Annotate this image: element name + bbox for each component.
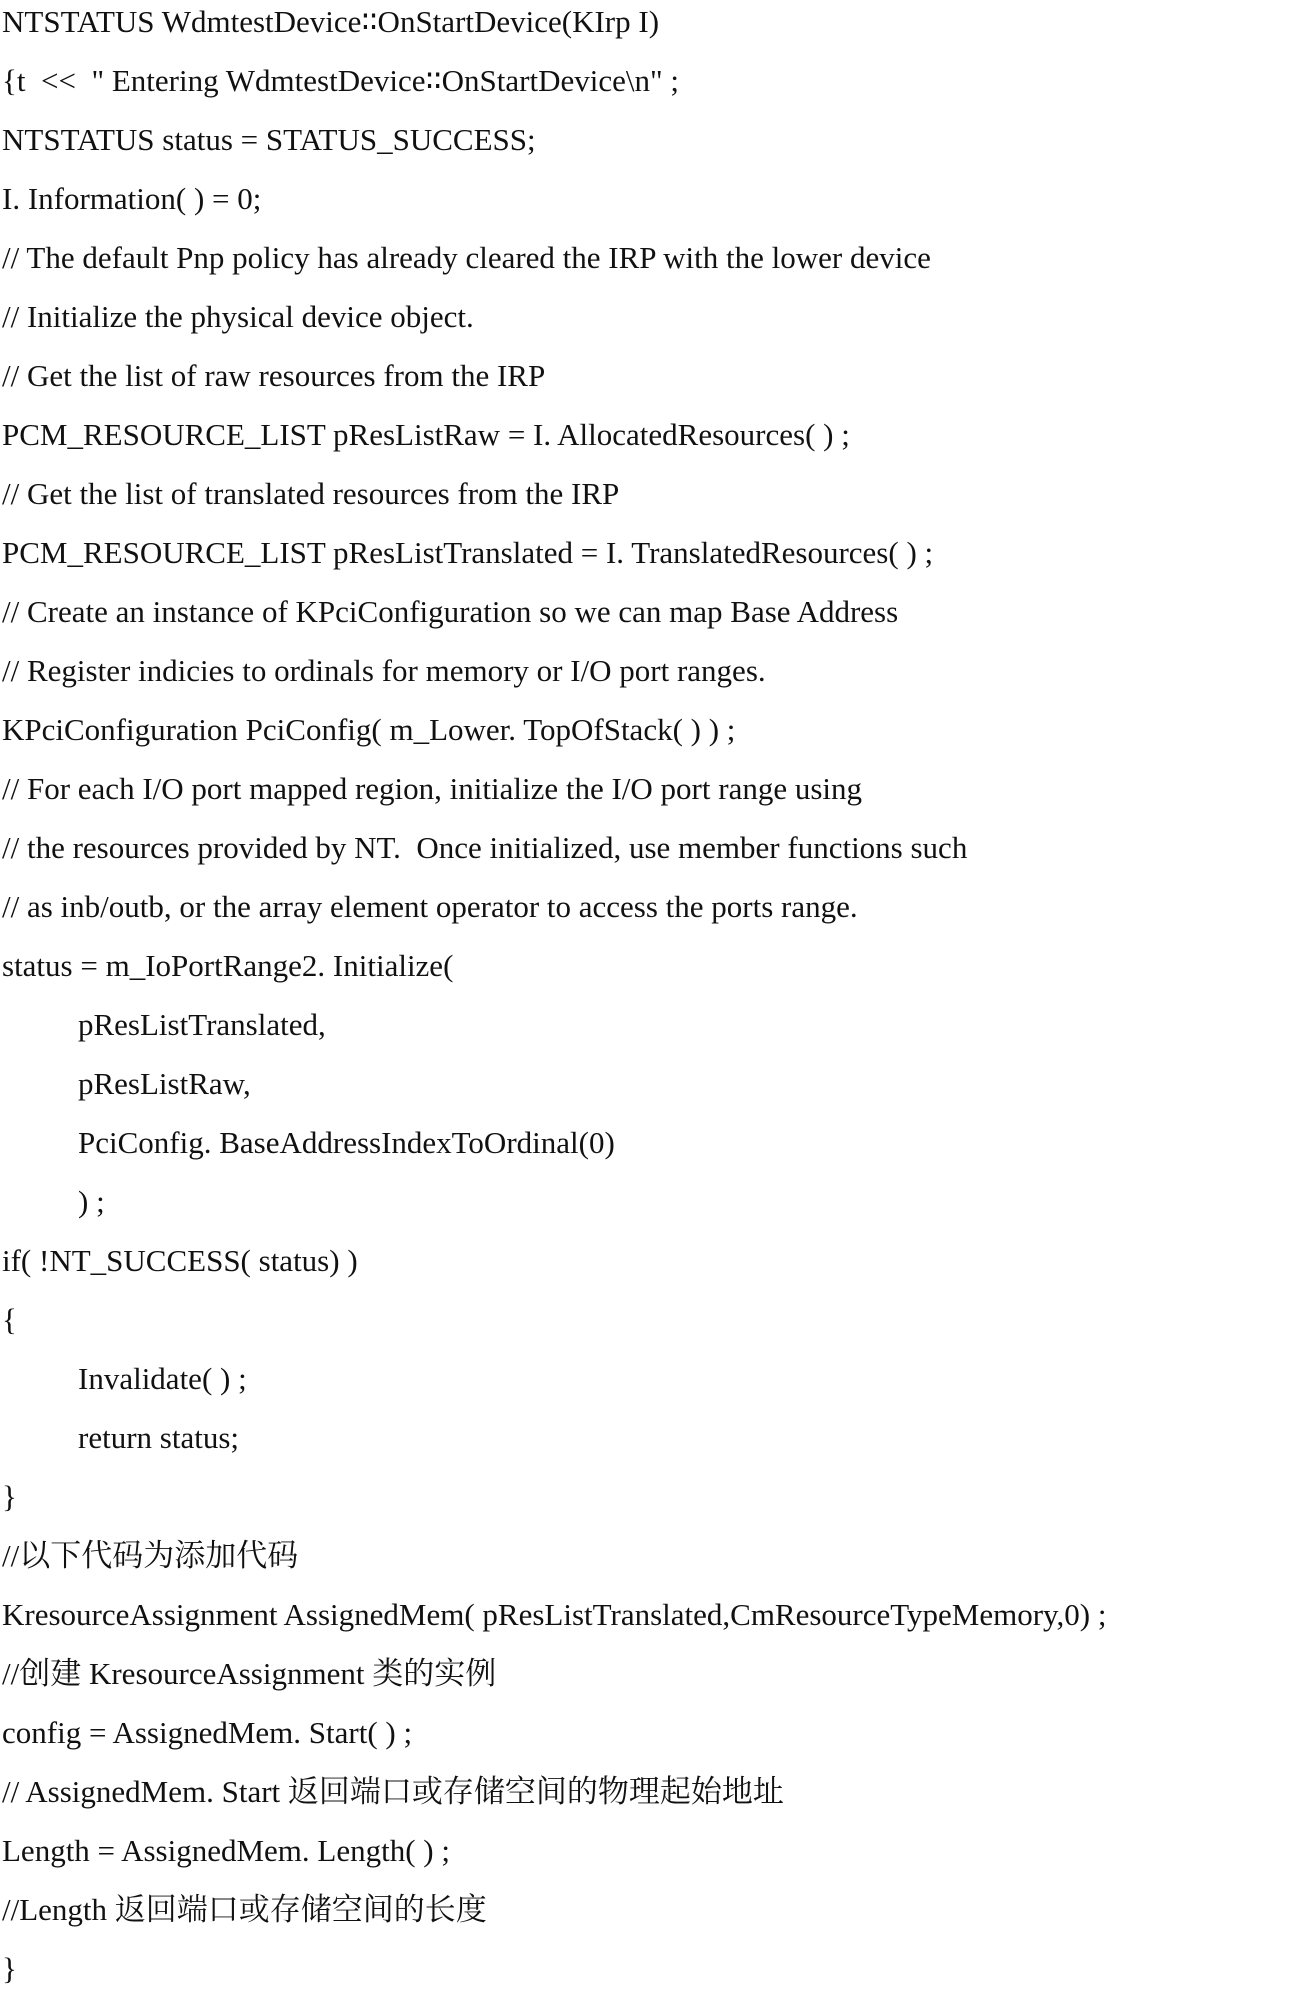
code-line: pResListRaw, [78, 1066, 251, 1101]
code-line: PCM_RESOURCE_LIST pResListRaw = I. AllocatedResources( ) ; [2, 417, 850, 452]
code-line: KresourceAssignment AssignedMem( pResListTranslated,CmResourceTypeMemory,0) ; [2, 1597, 1107, 1632]
code-line: pResListTranslated, [78, 1007, 326, 1042]
code-line: KPciConfiguration PciConfig( m_Lower. TopOfStack( ) ) ; [2, 712, 736, 747]
code-line: } [2, 1479, 17, 1514]
code-line: NTSTATUS status = STATUS_SUCCESS; [2, 122, 536, 157]
code-line: // as inb/outb, or the array element operator to access the ports range. [2, 889, 858, 924]
code-line: Length = AssignedMem. Length( ) ; [2, 1833, 450, 1868]
code-line: status = m_IoPortRange2. Initialize( [2, 948, 454, 983]
code-line: I. Information( ) = 0; [2, 181, 262, 216]
code-line: return status; [78, 1420, 239, 1455]
code-line: //创建 KresourceAssignment 类的实例 [2, 1656, 497, 1691]
code-line: { [2, 1302, 17, 1337]
code-line: // Get the list of translated resources from the IRP [2, 476, 620, 511]
code-line: Invalidate( ) ; [78, 1361, 247, 1396]
code-line: config = AssignedMem. Start( ) ; [2, 1715, 413, 1750]
code-line: // The default Pnp policy has already cleared the IRP with the lower device [2, 240, 931, 275]
code-line: PciConfig. BaseAddressIndexToOrdinal(0) [78, 1125, 615, 1160]
code-line: // the resources provided by NT. Once initialized, use member functions such [2, 830, 968, 865]
code-line: if( !NT_SUCCESS( status) ) [2, 1243, 358, 1278]
code-line: // Get the list of raw resources from the IRP [2, 358, 546, 393]
code-line: // Create an instance of KPciConfiguration so we can map Base Address [2, 594, 899, 629]
code-line: {t << " Entering WdmtestDevice∶∶OnStartDevice\n" ; [2, 63, 679, 98]
code-line: PCM_RESOURCE_LIST pResListTranslated = I. TranslatedResources( ) ; [2, 535, 934, 570]
code-line: // Register indicies to ordinals for memory or I/O port ranges. [2, 653, 766, 688]
code-line: // For each I/O port mapped region, initialize the I/O port range using [2, 771, 863, 806]
code-line: // AssignedMem. Start 返回端口或存储空间的物理起始地址 [2, 1774, 784, 1809]
code-line: //Length 返回端口或存储空间的长度 [2, 1892, 487, 1927]
code-line: NTSTATUS WdmtestDevice∶∶OnStartDevice(KIrp I) [2, 4, 660, 39]
code-line: //以下代码为添加代码 [2, 1538, 299, 1573]
code-line: ) ; [78, 1184, 105, 1219]
code-line: // Initialize the physical device object. [2, 299, 474, 334]
code-line: } [2, 1951, 17, 1986]
